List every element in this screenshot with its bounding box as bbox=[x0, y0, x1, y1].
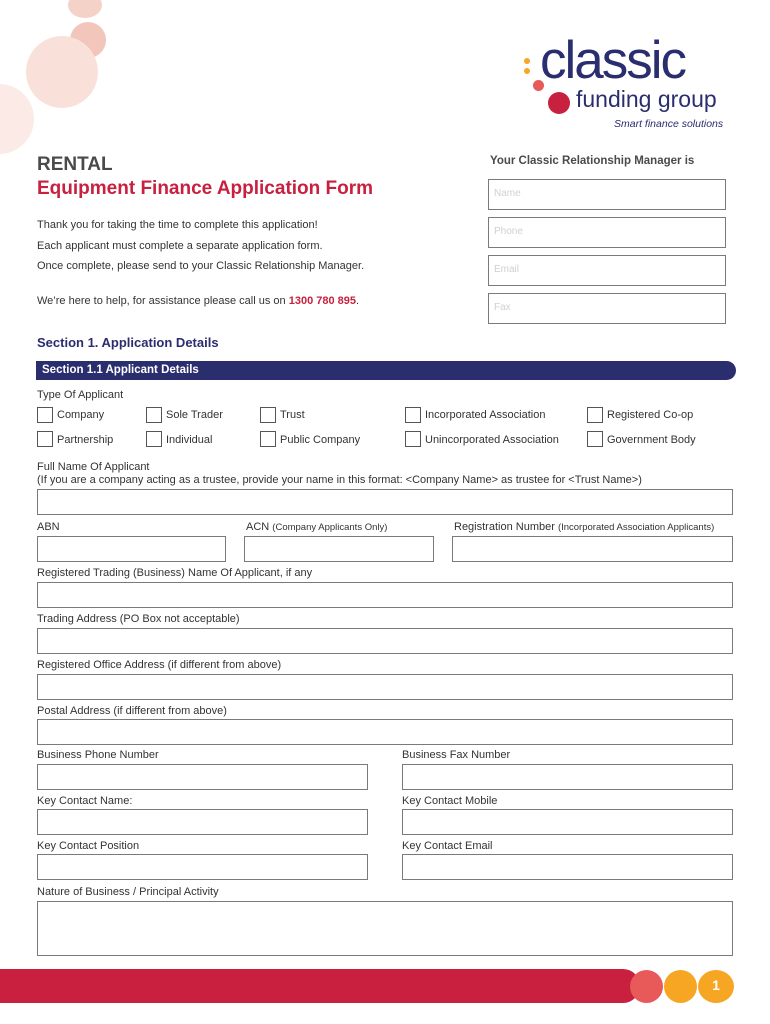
checkbox-individual[interactable] bbox=[146, 431, 162, 447]
checkbox-trust[interactable] bbox=[260, 407, 276, 423]
contact-mobile-label: Key Contact Mobile bbox=[402, 795, 498, 807]
intro-line: Once complete, please send to your Classic Relationship Manager. bbox=[37, 260, 365, 272]
section-heading: Section 1. Application Details bbox=[37, 335, 219, 350]
business-fax-input[interactable] bbox=[402, 764, 733, 790]
full-name-note: (If you are a company acting as a trustee, provide your name in this format: <Company Name> as trustee for <Trust Name>) bbox=[37, 474, 642, 486]
document-category: RENTAL bbox=[37, 154, 113, 175]
subsection-bar bbox=[36, 361, 736, 380]
abn-input[interactable] bbox=[37, 536, 226, 562]
contact-name-input[interactable] bbox=[37, 809, 368, 835]
checkbox-partnership[interactable] bbox=[37, 431, 53, 447]
postal-address-input[interactable] bbox=[37, 719, 733, 745]
checkbox-government-body[interactable] bbox=[587, 431, 603, 447]
decorative-circle bbox=[68, 0, 102, 18]
checkbox-label: Sole Trader bbox=[166, 409, 223, 421]
footer-bar bbox=[0, 969, 640, 1003]
manager-email-field[interactable]: Email bbox=[488, 255, 726, 286]
logo-subtitle: funding group bbox=[576, 86, 717, 112]
footer-circle bbox=[630, 970, 663, 1003]
business-fax-label: Business Fax Number bbox=[402, 749, 511, 761]
subsection-title: Section 1.1 Applicant Details bbox=[42, 364, 199, 376]
checkbox-label: Trust bbox=[280, 409, 305, 421]
trading-name-input[interactable] bbox=[37, 582, 733, 608]
trading-name-label: Registered Trading (Business) Name Of Applicant, if any bbox=[37, 567, 313, 579]
manager-name-field[interactable]: Name bbox=[488, 179, 726, 210]
checkbox-label: Incorporated Association bbox=[425, 409, 546, 421]
help-phone-number[interactable]: 1300 780 895 bbox=[288, 295, 357, 307]
office-address-input[interactable] bbox=[37, 674, 733, 700]
checkbox-company[interactable] bbox=[37, 407, 53, 423]
contact-position-input[interactable] bbox=[37, 854, 368, 880]
acn-input[interactable] bbox=[244, 536, 434, 562]
postal-address-label: Postal Address (if different from above) bbox=[37, 705, 227, 717]
footer-circle bbox=[664, 970, 697, 1003]
nature-of-business-label: Nature of Business / Principal Activity bbox=[37, 886, 219, 898]
contact-email-input[interactable] bbox=[402, 854, 733, 880]
checkbox-label: Government Body bbox=[607, 434, 696, 446]
logo-dot bbox=[548, 92, 570, 114]
office-address-label: Registered Office Address (if different from above) bbox=[37, 659, 282, 671]
checkbox-registered-coop[interactable] bbox=[587, 407, 603, 423]
checkbox-label: Public Company bbox=[280, 434, 361, 446]
registration-number-label: Registration Number (Incorporated Association Applicants) bbox=[454, 521, 715, 533]
page-number: 1 bbox=[712, 977, 720, 993]
abn-label: ABN bbox=[37, 521, 60, 533]
checkbox-incorporated-association[interactable] bbox=[405, 407, 421, 423]
contact-position-label: Key Contact Position bbox=[37, 840, 140, 852]
nature-of-business-input[interactable] bbox=[37, 901, 733, 956]
full-name-input[interactable] bbox=[37, 489, 733, 515]
checkbox-label: Unincorporated Association bbox=[425, 434, 559, 446]
registration-number-input[interactable] bbox=[452, 536, 733, 562]
trading-address-input[interactable] bbox=[37, 628, 733, 654]
acn-label: ACN (Company Applicants Only) bbox=[246, 521, 388, 533]
checkbox-unincorporated-association[interactable] bbox=[405, 431, 421, 447]
intro-line: Thank you for taking the time to complete this application! bbox=[37, 219, 318, 231]
business-phone-input[interactable] bbox=[37, 764, 368, 790]
company-logo bbox=[510, 31, 740, 134]
logo-dot bbox=[524, 68, 530, 74]
business-phone-label: Business Phone Number bbox=[37, 749, 159, 761]
checkbox-sole-trader[interactable] bbox=[146, 407, 162, 423]
decorative-circle bbox=[0, 84, 34, 154]
logo-wordmark: classic bbox=[540, 31, 686, 90]
manager-phone-field[interactable]: Phone bbox=[488, 217, 726, 248]
full-name-label: Full Name Of Applicant bbox=[37, 461, 150, 473]
applicant-type-label: Type Of Applicant bbox=[37, 389, 124, 401]
checkbox-public-company[interactable] bbox=[260, 431, 276, 447]
logo-dot bbox=[524, 58, 530, 64]
checkbox-label: Individual bbox=[166, 434, 213, 446]
checkbox-label: Company bbox=[57, 409, 105, 421]
logo-tagline: Smart finance solutions bbox=[614, 118, 724, 130]
relationship-manager-title: Your Classic Relationship Manager is bbox=[490, 155, 695, 167]
contact-name-label: Key Contact Name: bbox=[37, 795, 133, 807]
checkbox-label: Registered Co-op bbox=[607, 409, 694, 421]
decorative-circle bbox=[26, 36, 98, 108]
intro-line: Each applicant must complete a separate application form. bbox=[37, 240, 323, 252]
page-title: Equipment Finance Application Form bbox=[37, 178, 374, 199]
checkbox-label: Partnership bbox=[57, 434, 114, 446]
trading-address-label: Trading Address (PO Box not acceptable) bbox=[37, 613, 240, 625]
contact-email-label: Key Contact Email bbox=[402, 840, 493, 852]
contact-mobile-input[interactable] bbox=[402, 809, 733, 835]
help-line: We’re here to help, for assistance please call us on 1300 780 895. bbox=[37, 295, 360, 307]
manager-fax-field[interactable]: Fax bbox=[488, 293, 726, 324]
